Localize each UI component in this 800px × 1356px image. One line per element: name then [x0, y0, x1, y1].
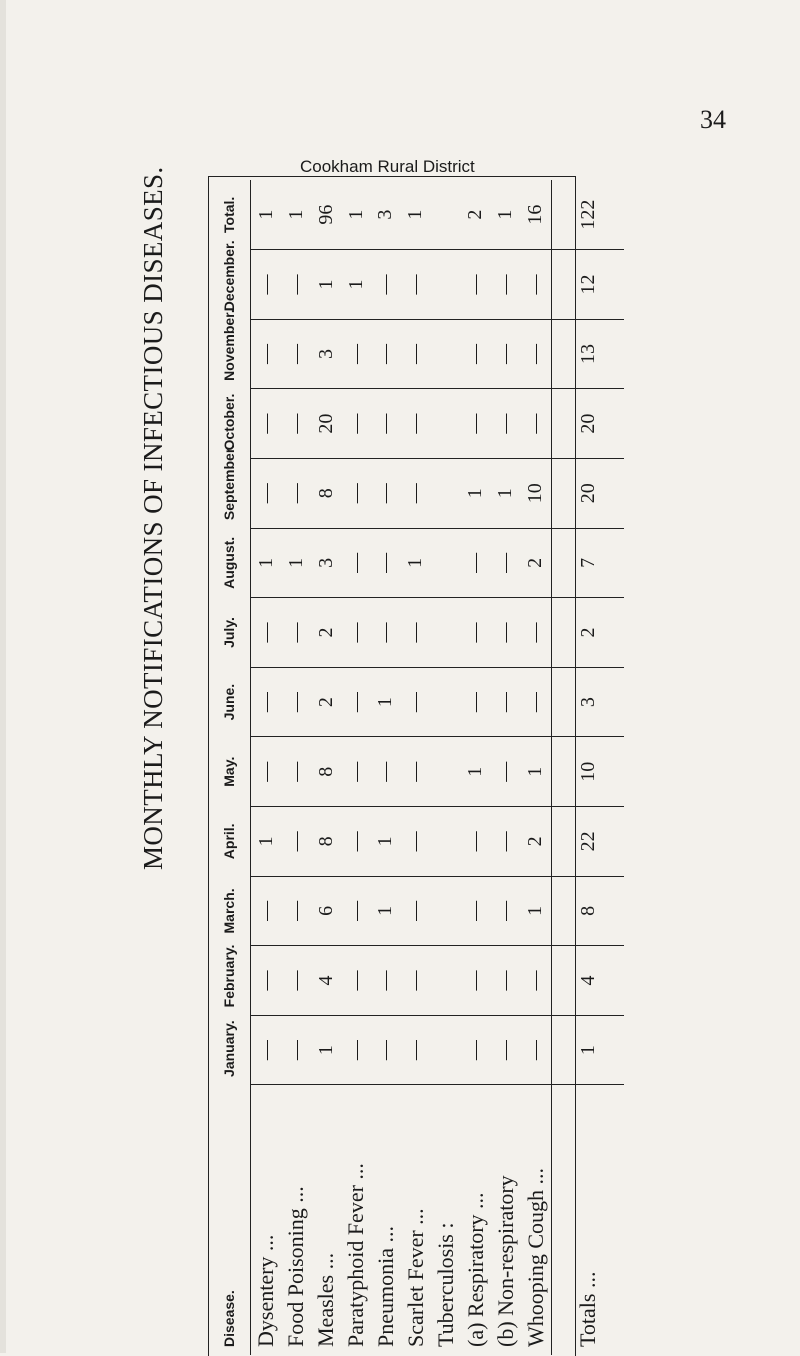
month-count-cell: —	[491, 319, 521, 389]
table-row	[431, 180, 461, 1355]
month-header: October.	[208, 389, 251, 459]
month-count-cell: 4	[311, 946, 341, 1016]
month-count-cell: 1	[461, 458, 491, 528]
month-count-cell: —	[491, 528, 521, 598]
month-count-cell: —	[401, 598, 431, 668]
month-count-cell: 3	[311, 319, 341, 389]
month-count-cell: —	[251, 319, 282, 389]
month-count-cell: 1	[491, 458, 521, 528]
month-count-cell: 1	[401, 528, 431, 598]
disease-label: Dysentery ...	[251, 1085, 282, 1355]
month-count-cell: —	[491, 946, 521, 1016]
month-count-cell: —	[341, 737, 371, 807]
month-count-cell: —	[401, 1015, 431, 1085]
district-heading: Cookham Rural District	[300, 157, 475, 176]
disease-label: Pneumonia ...	[371, 1085, 401, 1355]
table-row	[401, 180, 431, 1355]
month-count-cell: —	[461, 389, 491, 459]
month-count-cell: —	[281, 667, 311, 737]
month-count-cell: 2	[521, 528, 552, 598]
month-count-cell: —	[281, 598, 311, 668]
month-count-cell: —	[281, 1015, 311, 1085]
month-count-cell: —	[251, 667, 282, 737]
month-count-cell: —	[491, 737, 521, 807]
month-count-cell	[431, 598, 461, 668]
month-count-cell: —	[461, 807, 491, 877]
month-header: September.	[208, 458, 251, 528]
month-count-cell: —	[251, 737, 282, 807]
disease-label: Scarlet Fever ...	[401, 1085, 431, 1355]
month-count-cell	[431, 458, 461, 528]
month-count-cell: —	[491, 876, 521, 946]
month-count-cell: 1	[251, 807, 282, 877]
month-count-cell: —	[341, 1015, 371, 1085]
month-count-cell: —	[341, 667, 371, 737]
disease-label: Measles ...	[311, 1085, 341, 1355]
month-count-cell: 1	[311, 1015, 341, 1085]
row-total-cell: 96	[314, 204, 337, 225]
month-count-cell: —	[491, 250, 521, 320]
month-count-cell: —	[251, 389, 282, 459]
month-count-cell: —	[371, 458, 401, 528]
month-count-cell: —	[461, 876, 491, 946]
month-count-cell: —	[251, 1015, 282, 1085]
month-count-cell	[431, 876, 461, 946]
month-count-cell: —	[281, 876, 311, 946]
month-count-cell	[431, 667, 461, 737]
month-header: November.	[208, 319, 251, 389]
month-total-cell: 10	[552, 737, 625, 807]
month-count-cell: 20	[311, 389, 341, 459]
month-count-cell: 2	[311, 667, 341, 737]
table-row	[311, 180, 341, 1355]
month-count-cell: —	[371, 1015, 401, 1085]
row-total-cell: 1	[494, 209, 517, 220]
month-count-cell: 1	[521, 737, 552, 807]
disease-label: Tuberculosis :	[431, 1085, 461, 1355]
month-count-cell: 1	[371, 876, 401, 946]
month-count-cell: —	[521, 389, 552, 459]
month-count-cell: 1	[311, 250, 341, 320]
month-count-cell: —	[341, 946, 371, 1016]
month-count-cell: —	[491, 598, 521, 668]
month-count-cell	[431, 1015, 461, 1085]
month-count-cell: —	[521, 250, 552, 320]
month-header: April.	[208, 807, 251, 877]
month-total-cell: 12	[552, 250, 625, 320]
row-total-cell: 1	[404, 209, 427, 220]
month-count-cell	[431, 946, 461, 1016]
month-header: December.	[208, 250, 251, 320]
table-row	[461, 180, 491, 1355]
totals-label: Totals ...	[552, 1085, 625, 1355]
month-count-cell: 1	[371, 667, 401, 737]
month-count-cell: —	[401, 389, 431, 459]
month-count-cell: —	[341, 319, 371, 389]
scan-edge	[0, 0, 6, 1353]
table-row	[371, 180, 401, 1355]
month-total-cell: 8	[552, 876, 625, 946]
month-count-cell: 1	[251, 528, 282, 598]
month-count-cell	[431, 737, 461, 807]
table-row	[491, 180, 521, 1355]
disease-header: Disease.	[208, 1085, 251, 1355]
disease-label: (a) Respiratory ...	[461, 1085, 491, 1355]
month-count-cell: 2	[521, 807, 552, 877]
month-count-cell: 6	[311, 876, 341, 946]
row-total-cell: 16	[524, 204, 547, 225]
month-count-cell: 3	[311, 528, 341, 598]
month-count-cell: —	[401, 458, 431, 528]
month-count-cell	[431, 389, 461, 459]
month-count-cell: —	[341, 458, 371, 528]
month-count-cell	[431, 250, 461, 320]
month-count-cell: —	[371, 598, 401, 668]
month-count-cell: —	[251, 598, 282, 668]
month-count-cell: —	[491, 389, 521, 459]
month-count-cell: —	[521, 946, 552, 1016]
month-count-cell: —	[491, 807, 521, 877]
month-total-cell: 4	[552, 946, 625, 1016]
month-total-cell: 7	[552, 528, 625, 598]
grand-total-cell: 122	[552, 180, 625, 250]
month-count-cell: —	[491, 667, 521, 737]
month-count-cell: —	[341, 389, 371, 459]
month-count-cell: —	[341, 528, 371, 598]
month-count-cell: —	[281, 946, 311, 1016]
row-total-cell: 2	[464, 209, 487, 220]
month-count-cell: —	[521, 319, 552, 389]
month-count-cell: —	[401, 250, 431, 320]
month-count-cell: 8	[311, 458, 341, 528]
month-header: January.	[208, 1015, 251, 1085]
month-count-cell	[431, 528, 461, 598]
page-number: 34	[700, 105, 726, 134]
month-header: March.	[208, 876, 251, 946]
month-total-cell: 1	[552, 1015, 625, 1085]
month-total-cell: 20	[552, 458, 625, 528]
month-count-cell: —	[341, 876, 371, 946]
month-total-cell: 22	[552, 807, 625, 877]
month-count-cell: —	[401, 876, 431, 946]
month-count-cell: —	[401, 807, 431, 877]
month-count-cell	[431, 807, 461, 877]
month-header: June.	[208, 667, 251, 737]
month-count-cell: —	[521, 1015, 552, 1085]
month-count-cell: 1	[281, 528, 311, 598]
month-count-cell	[431, 319, 461, 389]
row-total-cell: 1	[254, 209, 277, 220]
month-count-cell: —	[461, 1015, 491, 1085]
row-total-cell: 1	[284, 209, 307, 220]
month-count-cell: —	[341, 807, 371, 877]
table-header-row	[208, 180, 251, 1355]
table-row	[521, 180, 552, 1355]
section-title: MONTHLY NOTIFICATIONS OF INFECTIOUS DISEASES.	[138, 166, 168, 870]
month-count-cell: —	[461, 667, 491, 737]
total-header: Total.	[208, 180, 251, 250]
month-count-cell: —	[371, 389, 401, 459]
month-header: August.	[208, 528, 251, 598]
table-row	[281, 180, 311, 1355]
disease-label: Whooping Cough ...	[521, 1085, 552, 1355]
month-count-cell: —	[461, 319, 491, 389]
row-total-cell	[431, 180, 461, 250]
month-count-cell: —	[341, 598, 371, 668]
month-count-cell: —	[521, 598, 552, 668]
month-total-cell: 13	[552, 319, 625, 389]
month-count-cell: —	[461, 598, 491, 668]
month-total-cell: 3	[552, 667, 625, 737]
month-count-cell: —	[401, 667, 431, 737]
month-count-cell: —	[491, 1015, 521, 1085]
month-count-cell: —	[251, 458, 282, 528]
notifications-table	[208, 180, 624, 1355]
month-header: February.	[208, 946, 251, 1016]
month-total-cell: 2	[552, 598, 625, 668]
month-count-cell: —	[401, 737, 431, 807]
month-count-cell: 1	[521, 876, 552, 946]
month-count-cell: —	[371, 946, 401, 1016]
month-count-cell: —	[281, 250, 311, 320]
month-count-cell: 10	[521, 458, 552, 528]
month-count-cell: —	[371, 319, 401, 389]
month-count-cell: 1	[461, 737, 491, 807]
table-row	[251, 180, 282, 1355]
month-count-cell: 8	[311, 737, 341, 807]
month-count-cell: —	[251, 876, 282, 946]
disease-label: (b) Non-respiratory	[491, 1085, 521, 1355]
row-total-cell: 3	[374, 209, 397, 220]
month-count-cell: —	[371, 528, 401, 598]
month-count-cell: —	[281, 807, 311, 877]
month-total-cell: 20	[552, 389, 625, 459]
disease-label: Paratyphoid Fever ...	[341, 1085, 371, 1355]
month-count-cell: 1	[341, 250, 371, 320]
month-count-cell: —	[461, 250, 491, 320]
month-count-cell: —	[521, 667, 552, 737]
table-row	[341, 180, 371, 1355]
totals-row	[552, 180, 625, 1355]
month-count-cell: —	[251, 946, 282, 1016]
month-count-cell: 2	[311, 598, 341, 668]
month-header: July.	[208, 598, 251, 668]
month-count-cell: 1	[371, 807, 401, 877]
month-count-cell: —	[251, 250, 282, 320]
month-count-cell: —	[281, 319, 311, 389]
month-count-cell: 8	[311, 807, 341, 877]
table-top-rule	[208, 176, 575, 177]
month-count-cell: —	[371, 737, 401, 807]
disease-label: Food Poisoning ...	[281, 1085, 311, 1355]
month-count-cell: —	[461, 946, 491, 1016]
month-count-cell: —	[281, 458, 311, 528]
month-count-cell: —	[281, 737, 311, 807]
row-total-cell: 1	[344, 209, 367, 220]
month-count-cell: —	[371, 250, 401, 320]
month-count-cell: —	[461, 528, 491, 598]
month-count-cell: —	[401, 946, 431, 1016]
month-count-cell: —	[401, 319, 431, 389]
month-count-cell: —	[281, 389, 311, 459]
month-header: May.	[208, 737, 251, 807]
